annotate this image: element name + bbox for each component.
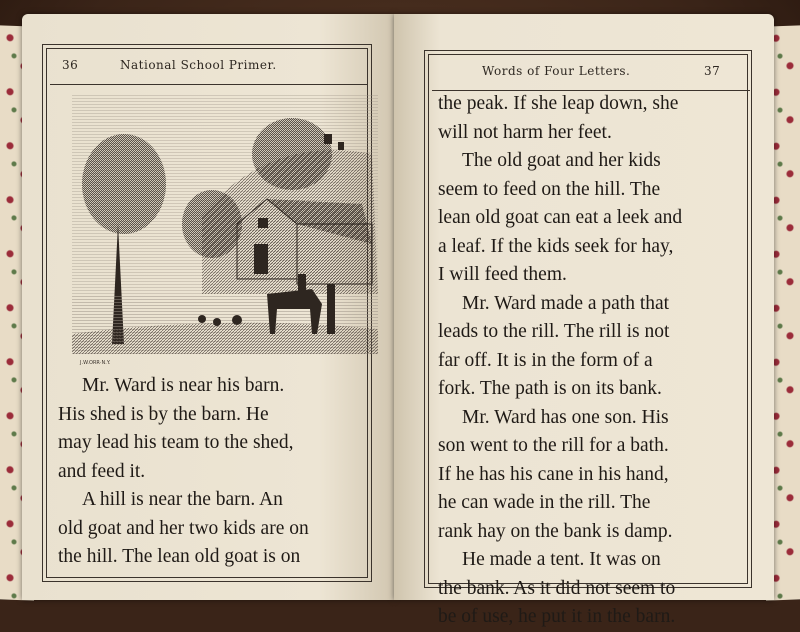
left-page-number: 36 [62, 58, 79, 72]
text-line: a leaf. If the kids seek for hay, [438, 235, 674, 257]
right-running-title: Words of Four Letters. [482, 64, 631, 78]
text-line: be of use, he put it in the barn. [438, 606, 676, 627]
text-line: fork. The path is on its bank. [438, 378, 662, 399]
text-line: and feed it. [58, 460, 146, 482]
text-line: A hill is near the barn. An [82, 489, 283, 510]
text-line: I will feed them. [438, 264, 567, 285]
left-page [22, 14, 394, 600]
text-line: rank hay on the bank is damp. [438, 520, 673, 542]
barn-engraving [72, 94, 378, 364]
left-running-title: National School Primer. [120, 58, 277, 72]
text-line: His shed is by the barn. He [58, 403, 269, 425]
text-line: lean old goat can eat a leek and [438, 207, 683, 228]
text-line: son went to the rill for a bath. [438, 435, 669, 456]
text-line: Mr. Ward has one son. His [462, 406, 669, 428]
text-line: old goat and her two kids are on [58, 517, 309, 539]
text-line: he can wade in the rill. The [438, 492, 651, 513]
text-line: the hill. The lean old goat is on [58, 546, 301, 567]
right-page [394, 14, 774, 627]
text-line: Mr. Ward made a path that [462, 292, 670, 314]
text-line: will not harm her feet. [438, 121, 612, 143]
right-body-text [438, 90, 740, 632]
text-line: Mr. Ward is near his barn. [82, 375, 285, 396]
engraver-signature: J.W.ORR·N.Y. [80, 360, 111, 366]
text-line: seem to feed on the hill. The [438, 178, 661, 200]
left-header-rule [50, 84, 368, 85]
text-line: far off. It is in the form of a [438, 349, 653, 371]
text-line: the bank. As it did not seem to [438, 577, 676, 599]
text-line: If he has his cane in his hand, [438, 463, 669, 485]
text-line: He made a tent. It was on [462, 549, 661, 570]
text-line: leads to the rill. The rill is not [438, 321, 670, 342]
text-line: the peak. If she leap down, she [438, 93, 679, 114]
text-line: The old goat and her kids [462, 150, 661, 171]
right-page-number: 37 [704, 64, 721, 78]
text-line: may lead his team to the shed, [58, 432, 294, 453]
left-body-text [58, 372, 362, 572]
